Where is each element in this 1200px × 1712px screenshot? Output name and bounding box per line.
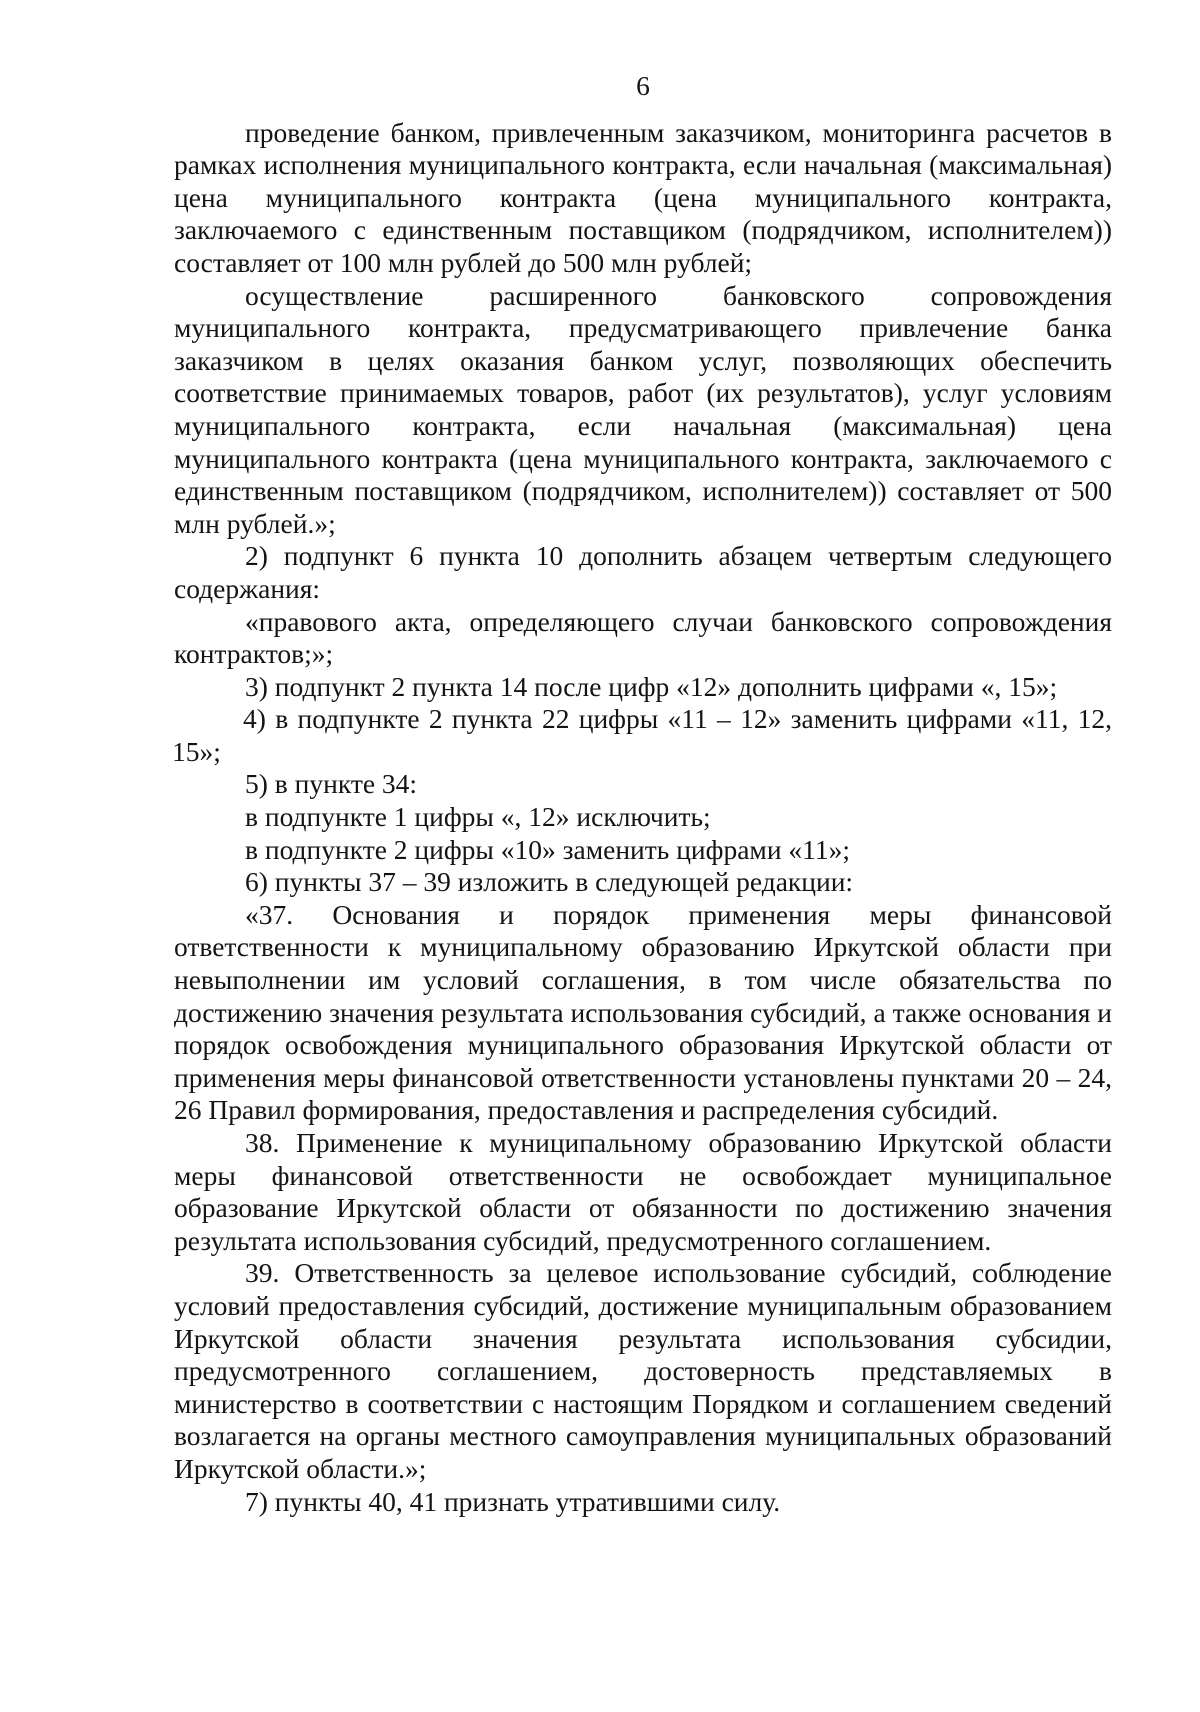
- paragraph-legal-act-quote: «правового акта, определяющего случаи банковского сопровождения контрактов;»;: [174, 605, 1112, 670]
- paragraph-item-5-sub-2: в подпункте 2 цифры «10» заменить цифрами «11»;: [245, 833, 851, 865]
- paragraph-extended-bank-support: осуществление расширенного банковского сопровождения муниципального контракта, предусматривающего привлечение банка заказчиком в целях оказания банком услуг, позволяющих обеспечить соответствие принимаемых товаров, работ (их результатов), услуг условиям муниципального контракта, если начальная (максимальная) цена муниципального контракта (цена муниципального контракта, заключаемого с единственным поставщиком (подрядчиком, исполнителем)) составляет от 500 млн рублей.»;: [174, 279, 1112, 539]
- paragraph-item-3: 3) подпункт 2 пункта 14 после цифр «12» дополнить цифрами «, 15»;: [245, 670, 1058, 702]
- paragraph-item-2: 2) подпункт 6 пункта 10 дополнить абзацем четвертым следующего содержания:: [174, 540, 1112, 604]
- page-number: 6: [636, 70, 650, 101]
- paragraph-point-37: «37. Основания и порядок применения меры финансовой ответственности к муниципальному образованию Иркутской области при невыполнении им условий соглашения, в том числе обязательства по достижению значения результата использования субсидий, а также основания и порядок освобождения муниципального образования Иркутской области от применения меры финансовой ответственности установлены пунктами 20 – 24, 26 Правил формирования, предоставления и распределения субсидий.: [174, 898, 1112, 1126]
- paragraph-bank-monitoring: проведение банком, привлеченным заказчиком, мониторинга расчетов в рамках исполнения муниципального контракта, если начальная (максимальная) цена муниципального контракта (цена муниципального контракта, заключаемого с единственным поставщиком (подрядчиком, исполнителем)) составляет от 100 млн рублей до 500 млн рублей;: [174, 116, 1112, 278]
- paragraph-point-38: 38. Применение к муниципальному образованию Иркутской области меры финансовой ответственности не освобождает муниципальное образование Иркутской области от обязанности по достижению значения результата использования субсидий, предусмотренного соглашением.: [174, 1127, 1112, 1256]
- paragraph-point-39: 39. Ответственность за целевое использование субсидий, соблюдение условий предоставления субсидий, достижение муниципальным образованием Иркутской области значения результата использования субсидии, предусмотренного соглашением, достоверность представляемых в министерство в соответствии с настоящим Порядком и соглашением сведений возлагается на органы местного самоуправления муниципальных образований Иркутской области.»;: [174, 1257, 1112, 1484]
- paragraph-item-4: 4) в подпункте 2 пункта 22 цифры «11 – 12» заменить цифрами «11, 12, 15»;: [172, 703, 1112, 767]
- paragraph-item-5-sub-1: в подпункте 1 цифры «, 12» исключить;: [245, 801, 711, 833]
- paragraph-item-6: 6) пункты 37 – 39 изложить в следующей редакции:: [245, 866, 854, 898]
- paragraph-item-7: 7) пункты 40, 41 признать утратившими силу.: [245, 1485, 781, 1517]
- paragraph-item-5: 5) в пункте 34:: [245, 768, 418, 800]
